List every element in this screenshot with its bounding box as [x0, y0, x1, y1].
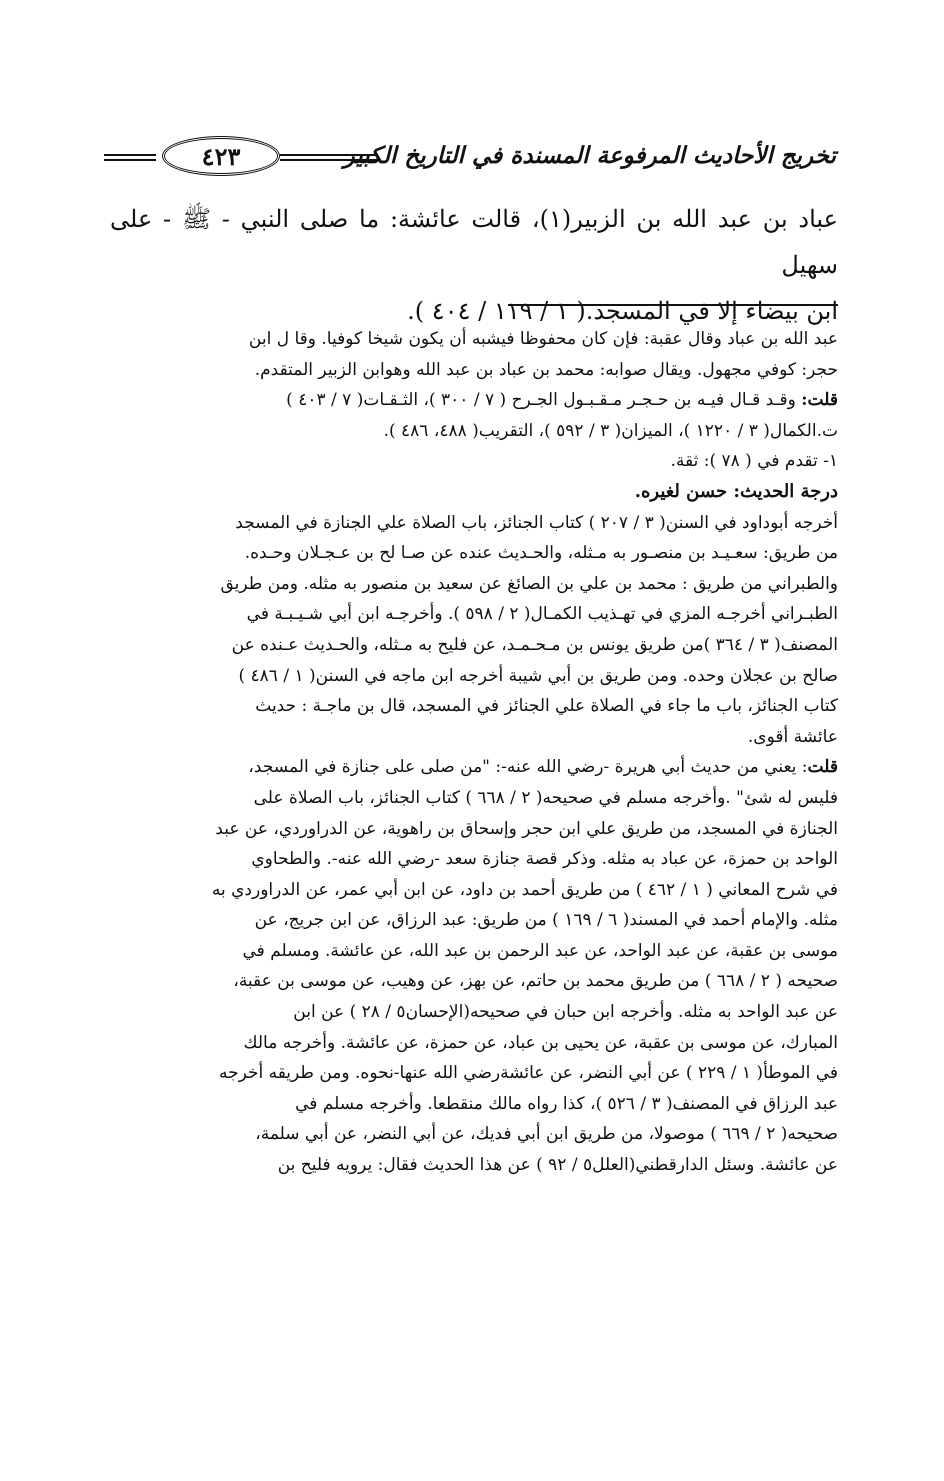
qult-label: قلت — [807, 757, 838, 778]
footnote-line — [110, 385, 838, 416]
qult-line: صحيحه( ٢ / ٦٦٩ ) موصولا، من طريق ابن أبي فديك، عن أبي النضر، عن أبي سلمة، — [255, 1124, 838, 1145]
qult-line: عن عائشة. وسئل الدارقطني(العلل٥ / ٩٢ ) عن هذا الحديث فقال: يرويه فليح بن — [277, 1155, 838, 1176]
footnote-text: وقـد قـال فيـه بن حـجـر مـقـبـول الجـرح ( ٧ / ٣٠٠ )، الثـقـات( ٧ / ٤٠٣ ) — [286, 390, 796, 411]
qult-line: عبد الرزاق في المصنف( ٣ / ٥٢٦ )، كذا رواه مالك منقطعا. وأخرجه مسلم في — [295, 1093, 838, 1114]
main-text — [110, 196, 838, 334]
takhrij-line: من طريق: سعـيـد بن منصـور به مـثله، والحـديث عنده عن صـا لح بن عـجـلان وحـده. — [244, 543, 838, 564]
qult-line: في الموطأ( ١ / ٢٢٩ ) عن أبي النضر، عن عائشةرضي الله عنها-نحوه. ومن طريقه أخرجه — [218, 1063, 838, 1084]
running-title: تخريج الأحاديث المرفوعة المسندة في التاريخ الكبير — [343, 142, 836, 169]
qult-line: في شرح المعاني ( ١ / ٤٦٢ ) من طريق أحمد بن داود، عن ابن أبي عمر، عن الدراوردي به — [211, 879, 838, 900]
main-line: عباد بن عبد الله بن الزبير(١)، قالت عائشة: ما صلى النبي - ﷺ - على سهيل — [110, 205, 838, 279]
takhrij-line: عائشة أقوى. — [747, 726, 838, 747]
degree-label: درجة الحديث: — [733, 480, 838, 502]
qult-line: صحيحه ( ٢ / ٦٦٨ ) من طريق محمد بن حاتم، عن بهز، عن وهيب، عن موسى بن عقبة، — [233, 971, 838, 992]
footnote-line: حجر: كوفي مجهول. ويقال صوابه: محمد بن عباد بن عبد الله وهوابن الزبير المتقدم. — [254, 359, 838, 380]
qult-line — [110, 752, 838, 783]
takhrij-line: الطبـراني أخرجـه المزي في تهـذيب الكمـال( ٢ / ٥٩٨ ). وأخرجـه ابن أبي شـيـبـة في — [246, 604, 838, 625]
degree-heading — [110, 477, 838, 508]
header-rule-middle — [280, 154, 372, 161]
footnotes — [110, 324, 838, 1181]
qult-text: : يعني من حديث أبي هريرة -رضي الله عنه-: "من صلى على جنازة في المسجد، — [248, 757, 808, 778]
qult-label: قلت: — [801, 390, 838, 411]
takhrij-line: المصنف( ٣ / ٣٦٤ )من طريق يونس بن مـحـمـد، عن فليح به مـثله، والحـديث عـنده عن — [231, 634, 838, 655]
degree-value: حسن لغيره. — [634, 480, 728, 502]
header-rule-left — [104, 154, 156, 161]
footnote-line: عبد الله بن عباد وقال عقبة: فإن كان محفوظا فيشبه أن يكون شيخا كوفيا. وقا ل ابن — [248, 329, 838, 349]
takhrij-line: أخرجه أبوداود في السنن( ٣ / ٢٠٧ ) كتاب الجنائز، باب الصلاة علي الجنازة في المسجد — [235, 512, 838, 533]
takhrij-line: كتاب الجنائز، باب ما جاء في الصلاة علي الجنائز في المسجد، قال بن ماجـة : حديث — [255, 696, 838, 717]
qult-line: فليس له شئ" .وأخرجه مسلم في صحيحه( ٢ / ٦٦٨ ) كتاب الجنائز، باب الصلاة على — [253, 787, 838, 808]
footnote-note: ١- تقدم في ( ٧٨ ): ثقة. — [670, 451, 838, 472]
takhrij-line: والطبراني من طريق : محمد بن علي بن الصائغ عن سعيد بن منصور به مثله. ومن طريق — [220, 573, 838, 594]
qult-line: عن عبد الواحد به مثله. وأخرجه ابن حبان في صحيحه(الإحسان٥ / ٢٨ ) عن ابن — [293, 1002, 838, 1023]
footnote-divider — [508, 304, 838, 306]
qult-line: الجنازة في المسجد، من طريق علي ابن حجر وإسحاق بن راهوية، عن الدراوردي، عن عبد — [215, 818, 838, 839]
page-number: ٤٢٣ — [162, 136, 280, 176]
takhrij-line: صالح بن عجلان وحده. ومن طريق بن أبي شيبة أخرجه ابن ماجه في السنن( ١ / ٤٨٦ ) — [238, 665, 838, 686]
qult-line: مثله. والإمام أحمد في المسند( ٦ / ١٦٩ ) من طريق: عبد الرزاق، عن ابن جريج، عن — [254, 910, 838, 931]
qult-line: موسى بن عقبة، عن عبد الواحد، عن عبد الرحمن بن عبد الله، عن عائشة. ومسلم في — [242, 940, 838, 961]
main-line: ابن بيضاء إلا في المسجد.( ١ / ١١٩ / ٤٠٤ ). — [407, 297, 838, 325]
qult-line: الواحد بن حمزة، عن عباد به مثله. وذكر قصة جنازة سعد -رضي الله عنه-. والطحاوي — [251, 849, 838, 870]
qult-line: المبارك، عن موسى بن عقبة، عن يحيى بن عباد، عن حمزة، عن عائشة. وأخرجه مالك — [243, 1032, 838, 1053]
page-header — [104, 132, 836, 188]
footnote-line: ت.الكمال( ٣ / ١٢٢٠ )، الميزان( ٣ / ٥٩٢ )، التقريب( ٤٨٨، ٤٨٦ ). — [383, 420, 838, 441]
